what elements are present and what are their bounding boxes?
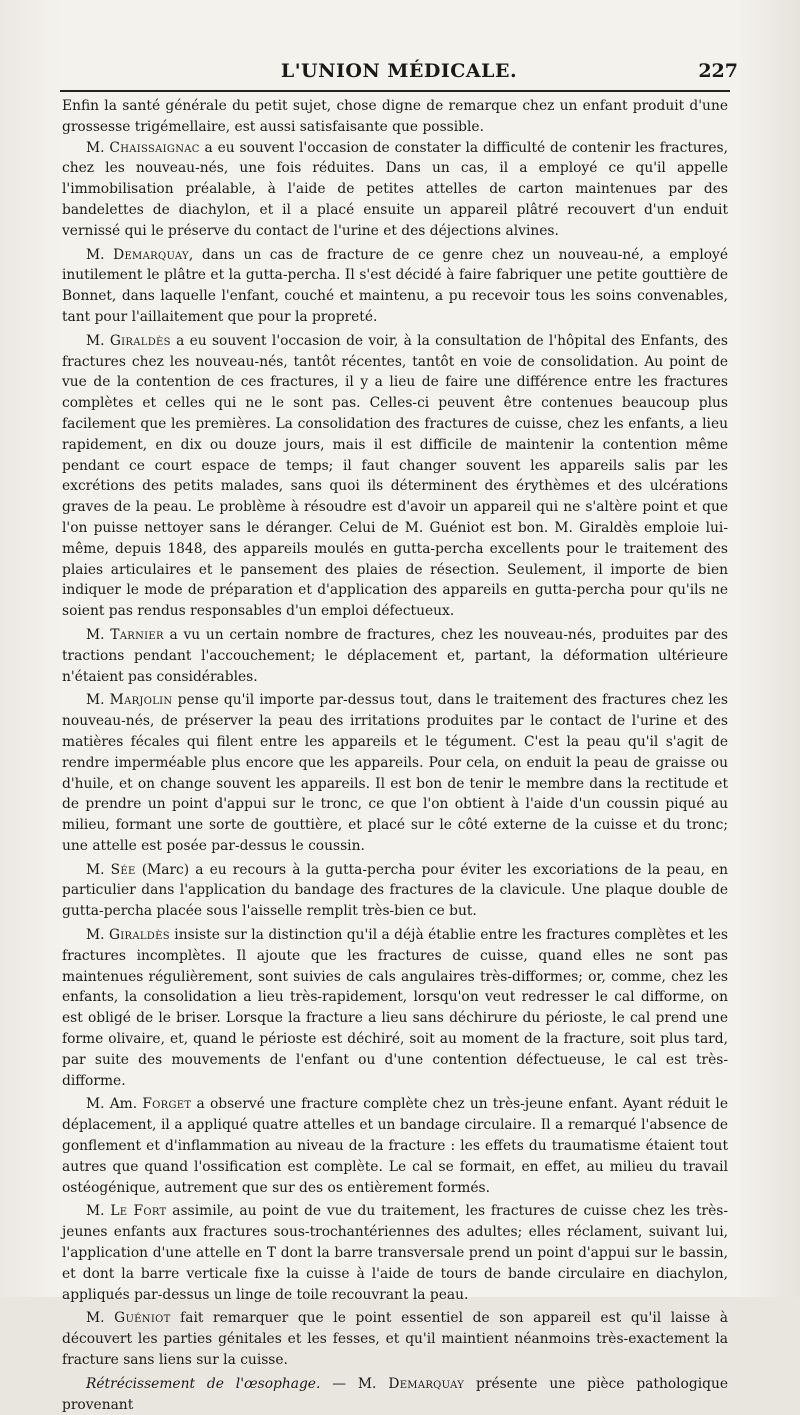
- paragraph: [62, 1374, 728, 1415]
- speaker-prefix: — M.: [320, 1375, 389, 1392]
- paragraph-text: pense qu'il importe par-dessus tout, dans le traitement des fractures chez les nouveau-nés, de préserver la peau des irritations produites par le contact de l'urine et des matières fécales qui filent entre les appareils et le tégument. C'est la peau qu'il s'agit de rendre imperméable plus encore que les appareils. Pour cela, on enduit la peau de graisse ou d'huile, et on change souvent les appareils. Il est bon de tenir le membre dans la rectitude et de prendre un point d'appui sur le tronc, ce que l'on obtient à l'aide d'un coussin piqué au milieu, formant une sorte de gouttière, et placé sur le côté externe de la cuisse et du tronc; une attelle est posée par-dessus le coussin.: [62, 692, 729, 854]
- page-number: 227: [698, 60, 738, 82]
- speaker-name: Demarquay: [388, 1375, 465, 1392]
- paragraph-text: a eu souvent l'occasion de constater la difficulté de contenir les fractures, chez les nouveau-nés, une fois réduites. Dans un cas, il a employé ce qu'il appelle l'immobilisation préalable, à l'aide de petites attelles de carton maintenues par des bandelettes de diachylon, et il a placé ensuite un appareil plâtré recouvert d'un enduit vernissé qui le préserve du contact de l'urine et des déjections alvines.: [62, 139, 728, 239]
- speaker-name: Marjolin: [109, 692, 173, 709]
- paragraph-text: , dans un cas de fracture de ce genre chez un nouveau-né, a employé inutilement le plâtre et la gutta-percha. Il s'est décidé à faire fabriquer une petite gouttière de Bonnet, dans laquelle l'enfant, couché et maintenu, a pu recevoir tous les soins convenables, tant pour l'aillaitement que pour la propreté.: [62, 246, 728, 325]
- paragraph-text: a eu souvent l'occasion de voir, à la consultation de l'hôpital des Enfants, des fractures chez les nouveau-nés, tantôt récentes, tantôt en voie de consolidation. Au point de vue de la contention de ces fractures, il y a lieu de faire une différence entre les fractures complètes et celles qui ne le sont pas. Celles-ci peuvent être contenues beaucoup plus facilement que les premières. La consolidation des fractures de cuisse, chez les enfants, a lieu rapidement, en dix ou douze jours, mais il est difficile de maintenir la contention même pendant ce court espace de temps; il faut changer souvent les appareils salis par les excrétions des petits malades, sans quoi ils déterminent des érythèmes et des ulcérations graves de la peau. Le problème à résoudre est d'avoir un appareil qui ne s'altère point et que l'on puisse nettoyer sans le déranger. Celui de M. Guéniot est bon. M. Giraldès emploie lui-même, depuis 1848, des appareils moulés en gutta-percha excellents pour le traitement des plaies articulaires et le pansement des plaies de résection. Seulement, il importe de bien indiquer le mode de préparation et d'application des appareils en gutta-percha pour qu'ils ne soient pas rendus responsables d'un emploi défectueux.: [62, 332, 729, 620]
- paragraph-text: a observé une fracture complète chez un très-jeune enfant. Ayant réduit le déplacement, il a appliqué quatre attelles et un bandage circulaire. Il a remarqué l'absence de gonflement et d'inflammation au niveau de la fracture : les effets du traumatisme étaient tout autres que quand l'ossification est complète. Le cal se formait, en effet, au milieu du travail ostéogénique, autrement que sur des os entièrement formés.: [62, 1096, 729, 1196]
- header-rule: [60, 90, 730, 92]
- speaker-name: Sée: [110, 861, 136, 878]
- paragraph: [62, 96, 728, 138]
- speaker-name: Chaissaignac: [109, 139, 200, 156]
- article-body: [62, 96, 728, 1415]
- speaker-prefix: M.: [86, 927, 109, 944]
- speaker-prefix: M.: [86, 861, 111, 878]
- speaker-prefix: M.: [86, 626, 111, 643]
- paragraph: [62, 690, 728, 856]
- speaker-prefix: M.: [86, 332, 110, 349]
- speaker-name: Giraldès: [108, 927, 170, 944]
- speaker-name: Demarquay: [113, 246, 189, 263]
- paragraph: [62, 625, 728, 687]
- paragraph: [62, 245, 728, 328]
- speaker-prefix: M.: [86, 139, 110, 156]
- paragraph-text: insiste sur la distinction qu'il a déjà établie entre les fractures complètes et les fractures incomplètes. Il ajoute que les fractures de cuisse, quand elles ne sont pas maintenues régulièrement, sont suivies de cals angulaires très-difformes; or, comme, chez les enfants, la consolidation a lieu très-rapidement, lorsqu'on veut redresser le cal difforme, on est obligé de le briser. Lorsque la fracture a lieu sans déchirure du périoste, le cal prend une forme olivaire, et, quand le périoste est déchiré, soit au moment de la fracture, soit plus tard, par suite des mouvements de l'enfant ou d'une contention défectueuse, le cal est très-difforme.: [62, 927, 728, 1089]
- paragraph: [62, 1201, 728, 1305]
- paragraph-text: Enfin la santé générale du petit sujet, chose digne de remarque chez un enfant produit d'une grossesse trigémellaire, est aussi satisfaisante que possible.: [62, 98, 728, 135]
- paragraph-text: présente une pièce pathologique provenant: [62, 1375, 728, 1413]
- paragraph: [62, 925, 728, 1091]
- page-header: [60, 58, 738, 86]
- paragraph-text: fait remarquer que le point essentiel de son appareil est qu'il laisse à découvert les parties génitales et les fesses, et qu'il maintient néanmoins très-exactement la fracture sans liens sur la cuisse.: [62, 1310, 728, 1369]
- running-title: L'UNION MÉDICALE.: [280, 60, 518, 82]
- paragraph: [62, 1308, 728, 1370]
- paragraph: [62, 138, 728, 242]
- speaker-prefix: M.: [86, 246, 114, 263]
- paragraph-text: (Marc) a eu recours à la gutta-percha pour éviter les excoriations de la peau, en particulier dans l'application du bandage des fractures de la clavicule. Une plaque double de gutta-percha placée sous l'aisselle remplit très-bien ce but.: [62, 861, 729, 920]
- section-heading-italic: Rétrécissement de l'œsophage.: [86, 1375, 321, 1392]
- paragraph: [62, 1094, 728, 1198]
- speaker-prefix: M.: [86, 692, 110, 709]
- paragraph-text: assimile, au point de vue du traitement, les fractures de cuisse chez les très-jeunes enfants aux fractures sous-trochantériennes des adultes; elles réclament, suivant lui, l'application d'une attelle en T dont la barre transversale prend un point d'appui sur le bassin, et dont la barre verticale fixe la cuisse à l'aide de tours de bande circulaire en diachylon, appliqués par-dessus un linge de toile recouvrant la peau.: [62, 1203, 728, 1303]
- speaker-name: Giraldès: [109, 332, 171, 349]
- paragraph: [62, 331, 728, 622]
- paragraph: [62, 860, 728, 922]
- speaker-name: Forget: [142, 1096, 192, 1113]
- speaker-name: Guéniot: [114, 1310, 171, 1327]
- speaker-name: Tarnier: [110, 626, 164, 643]
- speaker-prefix: M.: [86, 1203, 111, 1220]
- paragraph-text: a vu un certain nombre de fractures, chez les nouveau-nés, produites par des tractions pendant l'accouchement; le déplacement et, partant, la déformation ultérieure n'étaient pas considérables.: [62, 626, 728, 685]
- speaker-prefix: M. Am.: [86, 1096, 143, 1113]
- speaker-prefix: M.: [86, 1310, 115, 1327]
- speaker-name: Le Fort: [110, 1203, 167, 1220]
